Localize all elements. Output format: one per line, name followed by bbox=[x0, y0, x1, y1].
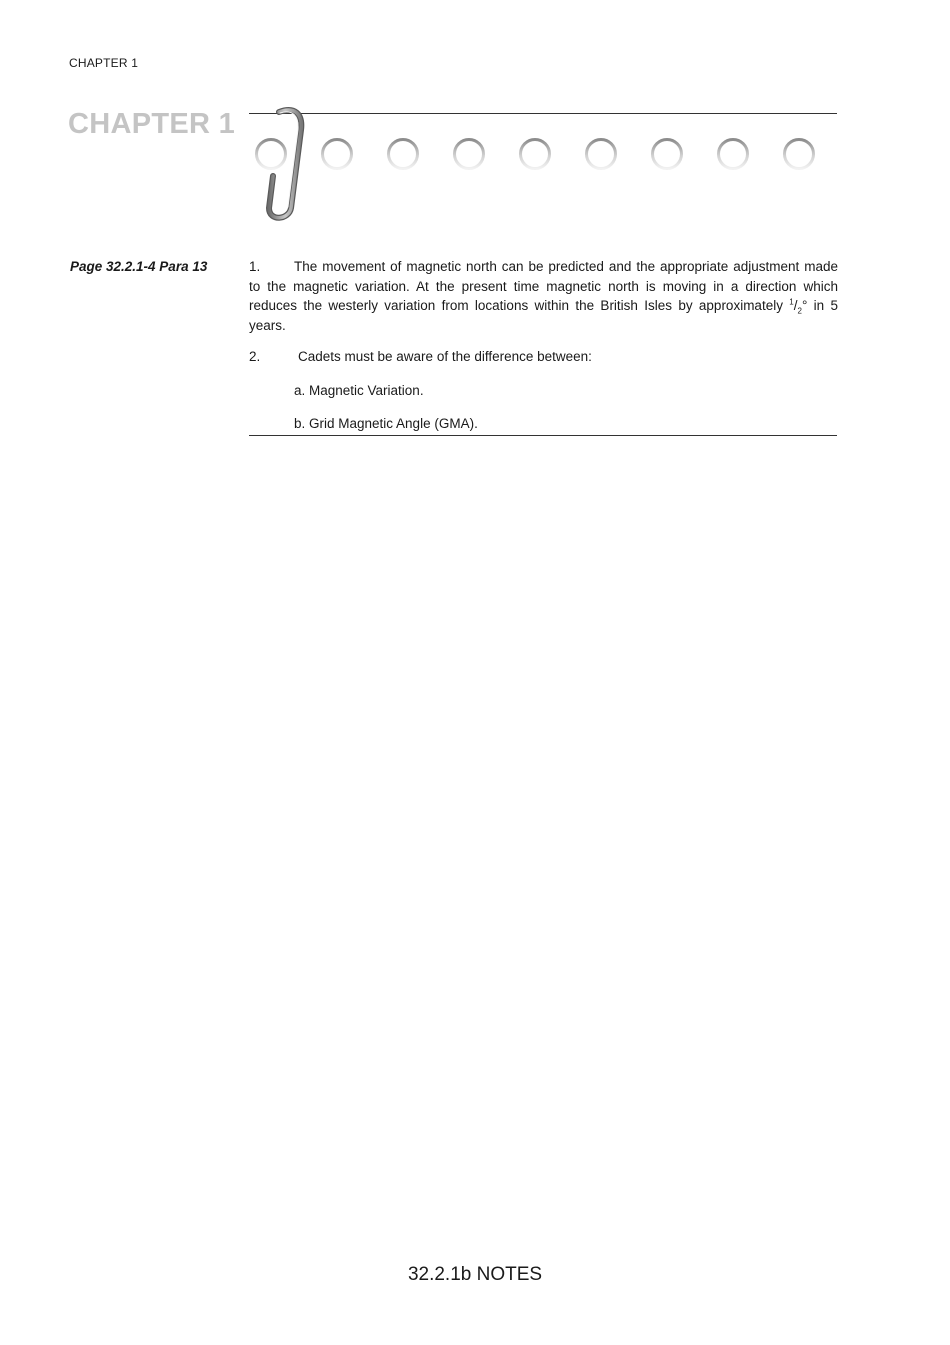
footer-label: 32.2.1b NOTES bbox=[407, 1264, 543, 1285]
bottom-rule bbox=[249, 435, 837, 436]
binder-hole-icon bbox=[257, 140, 286, 169]
binder-hole-icon bbox=[389, 140, 418, 169]
fraction-denominator: 2 bbox=[797, 306, 802, 316]
paragraph-2 bbox=[249, 347, 838, 367]
list-item: b. Grid Magnetic Angle (GMA). bbox=[294, 416, 478, 431]
binder-hole-icon bbox=[719, 140, 748, 169]
paragraph-text: Cadets must be aware of the difference between: bbox=[298, 349, 592, 364]
notes-content bbox=[249, 257, 838, 434]
paragraph-1 bbox=[249, 257, 838, 335]
paragraph-number: 1. bbox=[249, 259, 261, 274]
binder-hole-icon bbox=[587, 140, 616, 169]
margin-reference: Page 32.2.1-4 Para 13 bbox=[70, 259, 208, 274]
fraction-numerator: 1 bbox=[789, 297, 794, 307]
binder-hole-icon bbox=[455, 140, 484, 169]
running-header: CHAPTER 1 bbox=[69, 56, 139, 70]
fraction-slash: / bbox=[793, 298, 798, 313]
paragraph-text: The movement of magnetic north can be predicted and the appropriate adjustment made to the magnetic variation. At the present time magnetic north is moving in a direction which reduces the westerly variation from locations within the British Isles by approximately bbox=[249, 259, 838, 313]
binder-hole-icon bbox=[785, 140, 814, 169]
paragraph-number: 2. bbox=[249, 349, 261, 364]
binder-hole-icon bbox=[653, 140, 682, 169]
binder-hole-icon bbox=[521, 140, 550, 169]
list-item: a. Magnetic Variation. bbox=[294, 382, 424, 398]
binder-hole-icon bbox=[323, 140, 352, 169]
fraction-half bbox=[789, 297, 802, 316]
paragraph-text-end: ° in 5 years. bbox=[249, 298, 839, 333]
binder-graphic bbox=[249, 104, 839, 226]
chapter-title: CHAPTER 1 bbox=[68, 108, 236, 140]
